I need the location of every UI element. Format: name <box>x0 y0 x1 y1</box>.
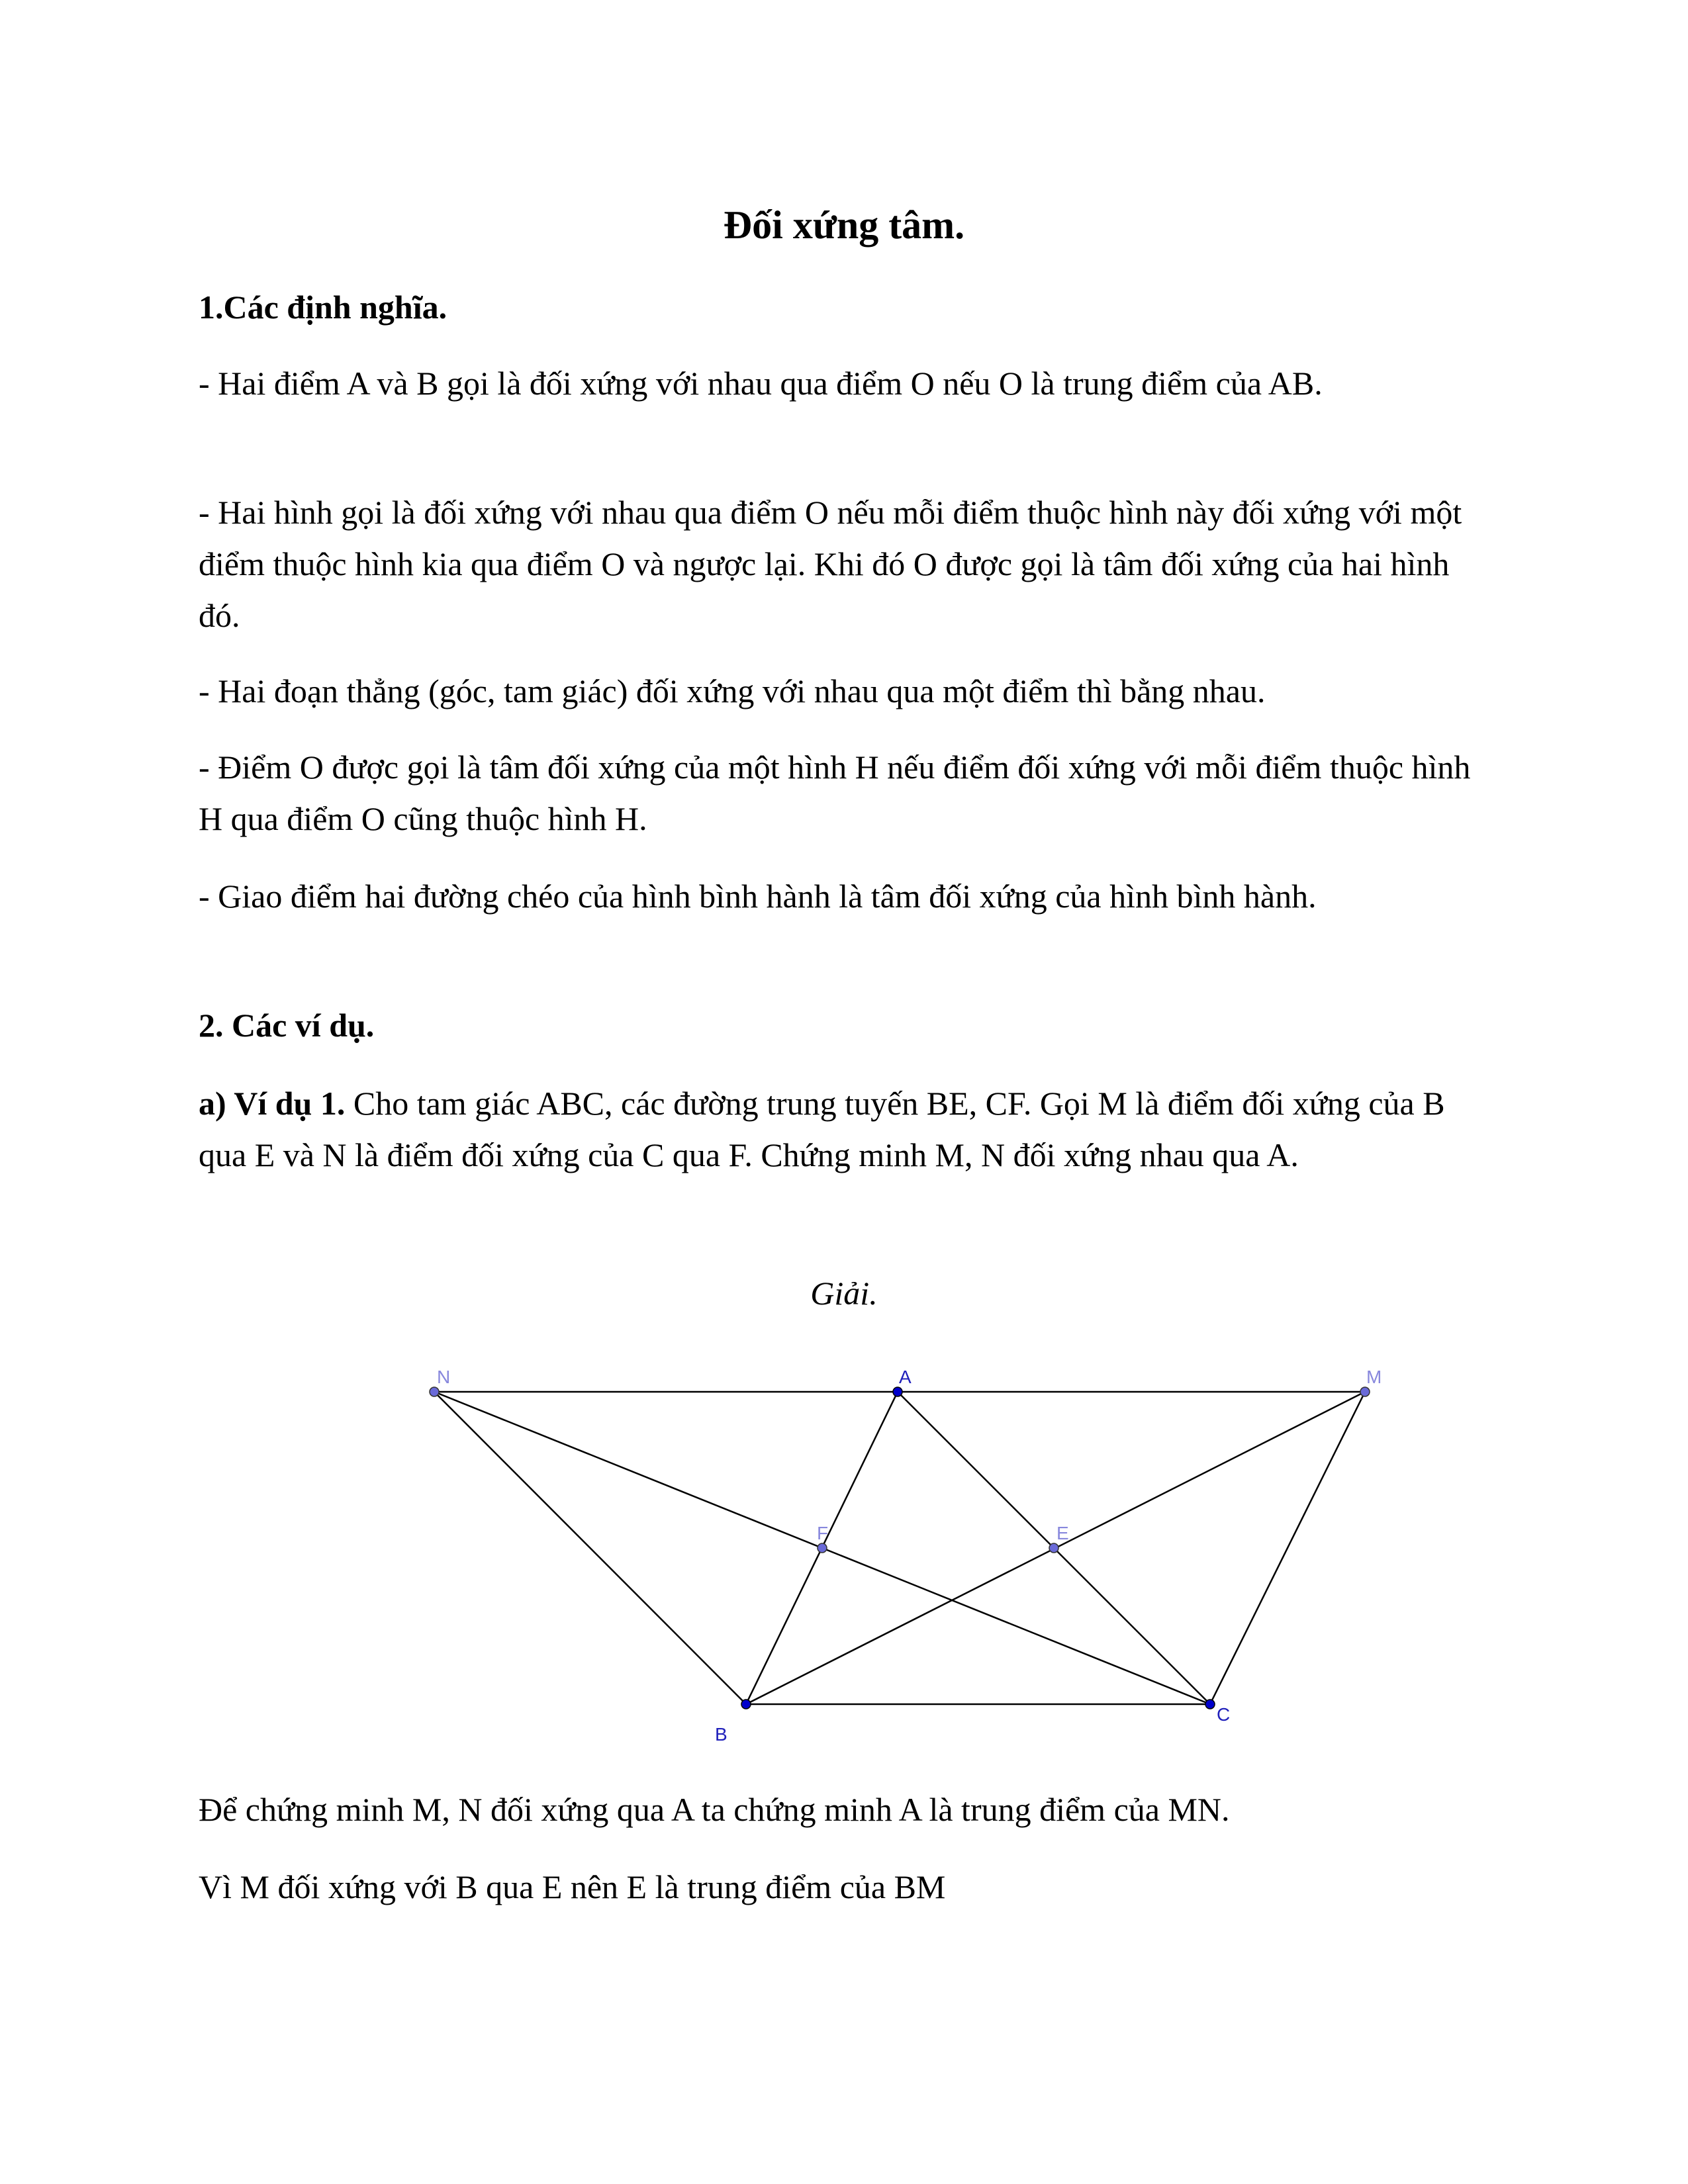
point-e <box>1049 1543 1058 1553</box>
figure-labels <box>437 1367 1382 1745</box>
example-1 <box>199 1077 1496 1181</box>
solution-line-1: Để chứng minh M, N đối xứng qua A ta chứng minh A là trung điểm của MN. <box>199 1791 1230 1828</box>
point-b <box>741 1700 751 1709</box>
label-f: F <box>817 1523 829 1543</box>
segment-mc <box>1210 1392 1365 1704</box>
definition-5: - Giao điểm hai đường chéo của hình bình hành là tâm đối xứng của hình bình hành. <box>199 878 1317 915</box>
point-m <box>1360 1387 1370 1396</box>
point-f <box>818 1543 827 1553</box>
point-a <box>893 1387 902 1396</box>
label-e: E <box>1056 1523 1069 1543</box>
definition-1: - Hai điểm A và B gọi là đối xứng với nhau qua điểm O nếu O là trung điểm của AB. <box>199 365 1323 402</box>
figure-points <box>430 1387 1370 1709</box>
label-c: C <box>1217 1704 1231 1725</box>
definition-3: - Hai đoạn thẳng (góc, tam giác) đối xứng với nhau qua một điểm thì bằng nhau. <box>199 672 1266 709</box>
section-1-heading: 1.Các định nghĩa. <box>199 289 447 326</box>
geometry-figure <box>397 1343 1390 1774</box>
definition-4: - Điểm O được gọi là tâm đối xứng của một hình H nếu điểm đối xứng với mỗi điểm thuộc hình H qua điểm O cũng thuộc hình H. <box>199 749 1471 837</box>
label-b: B <box>715 1724 727 1745</box>
example-1-text: Cho tam giác ABC, các đường trung tuyến BE, CF. Gọi M là điểm đối xứng của B qua E và N là điểm đối xứng của C qua F. Chứng minh M, N đối xứng nhau qua A. <box>199 1085 1445 1173</box>
figure-lines <box>434 1392 1365 1704</box>
example-1-label: a) Ví dụ 1. <box>199 1085 346 1122</box>
page-title: Đối xứng tâm. <box>723 203 965 247</box>
segment-nb <box>434 1392 746 1704</box>
label-m: M <box>1366 1367 1382 1387</box>
label-n: N <box>437 1367 451 1387</box>
point-c <box>1205 1700 1215 1709</box>
solution-label: Giải. <box>810 1275 878 1312</box>
solution-line-2: Vì M đối xứng với B qua E nên E là trung điểm của BM <box>199 1868 946 1905</box>
section-2-heading: 2. Các ví dụ. <box>199 1007 375 1044</box>
label-a: A <box>899 1367 912 1387</box>
definition-2: - Hai hình gọi là đối xứng với nhau qua điểm O nếu mỗi điểm thuộc hình này đối xứng với một điểm thuộc hình kia qua điểm O và ngược lại. Khi đó O được gọi là tâm đối xứng của hai hình đó. <box>199 494 1462 634</box>
point-n <box>430 1387 439 1396</box>
